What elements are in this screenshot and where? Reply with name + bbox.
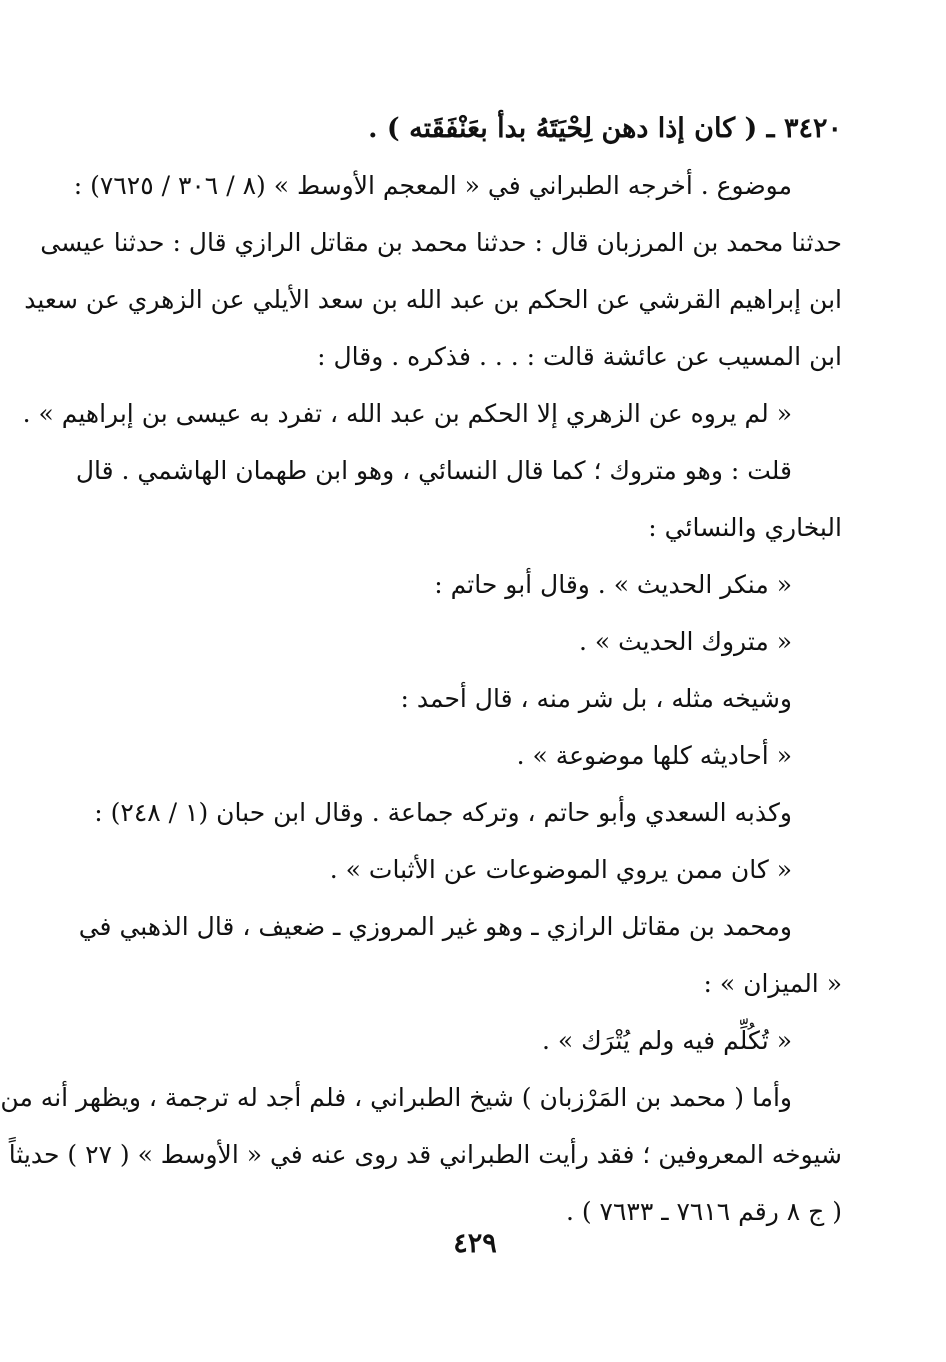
quote-line: « متروك الحديث » .: [578, 627, 792, 656]
commentary-line: وأما ( محمد بن المَرْزبان ) شيخ الطبراني ، فلم أجد له ترجمة ، ويظهر أنه من: [0, 1083, 792, 1112]
quote-line: « تُكُلِّم فيه ولم يُتْرَك » .: [541, 1026, 792, 1055]
quote-line: « منكر الحديث » . وقال أبو حاتم :: [434, 570, 792, 599]
commentary-line: وشيخه مثله ، بل شر منه ، قال أحمد :: [400, 684, 792, 713]
quote-line: « أحاديثه كلها موضوعة » .: [516, 741, 792, 770]
page-number: ٤٢٩: [453, 1228, 497, 1259]
commentary-line: « الميزان » :: [703, 969, 842, 998]
isnad-line: حدثنا محمد بن المرزبان قال : حدثنا محمد بن مقاتل الرازي قال : حدثنا عيسى: [40, 228, 842, 257]
commentary-line: ( ج ٨ رقم ٧٦١٦ ـ ٧٦٣٣ ) .: [565, 1197, 842, 1226]
commentary-line: وكذبه السعدي وأبو حاتم ، وتركه جماعة . وقال ابن حبان (١ / ٢٤٨) :: [94, 798, 792, 827]
quote-line: « لم يروه عن الزهري إلا الحكم بن عبد الله ، تفرد به عيسى بن إبراهيم » .: [22, 399, 792, 428]
commentary-line: ومحمد بن مقاتل الرازي ـ وهو غير المروزي ـ ضعيف ، قال الذهبي في: [78, 912, 792, 941]
hadith-heading: ٣٤٢٠ ـ ( كان إذا دهن لِحْيَتَهُ بدأ بعَنْفَقَته ) .: [368, 113, 842, 144]
hadith-entry: [0, 100, 842, 1240]
commentary-line: البخاري والنسائي :: [648, 513, 842, 542]
commentary-line: شيوخه المعروفين ؛ فقد رأيت الطبراني قد روى عنه في « الأوسط » ( ٢٧ ) حديثاً: [8, 1140, 842, 1169]
quote-line: « كان ممن يروي الموضوعات عن الأثبات » .: [329, 855, 792, 884]
commentary-line: قلت : وهو متروك ؛ كما قال النسائي ، وهو ابن طهمان الهاشمي . قال: [75, 456, 792, 485]
isnad-line: ابن إبراهيم القرشي عن الحكم بن عبد الله بن سعد الأيلي عن الزهري عن سعيد: [24, 285, 842, 314]
isnad-line: ابن المسيب عن عائشة قالت : . . . فذكره . وقال :: [317, 342, 842, 371]
grading-line: موضوع . أخرجه الطبراني في « المعجم الأوسط » (٨ / ٣٠٦ / ٧٦٢٥) :: [73, 171, 792, 200]
